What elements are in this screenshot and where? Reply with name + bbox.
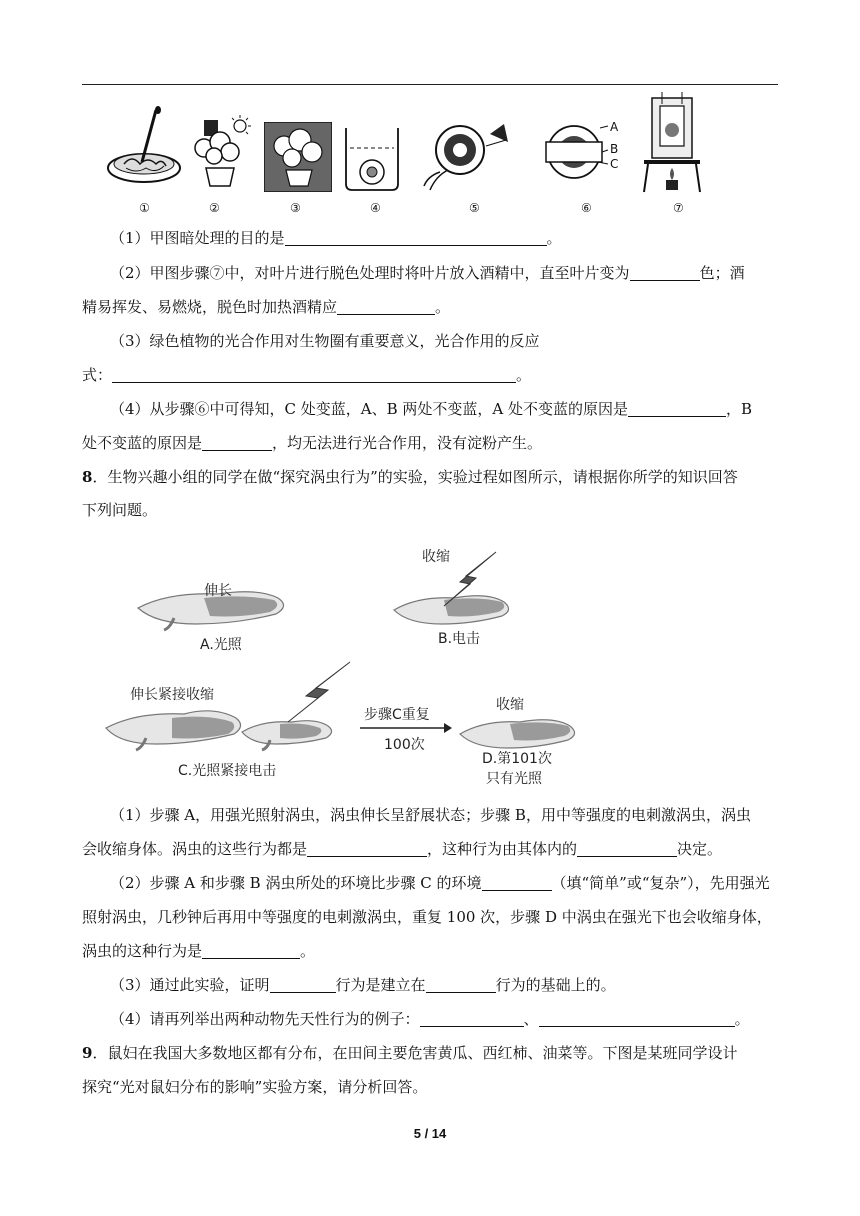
worm-d-bottom-label-2: 只有光照 xyxy=(486,771,542,787)
worm-d-top-label: 收缩 xyxy=(496,697,524,713)
step-label-4: ④ xyxy=(370,201,381,215)
q8-part3: （3）通过此实验，证明 行为是建立在 行为的基础上的。 xyxy=(110,976,616,994)
beaker-leaf-illustration xyxy=(342,126,402,192)
q9-intro-line2: 探究“光对鼠妇分布的影响”实验方案，请分析回答。 xyxy=(82,1078,428,1096)
worm-c-bottom-label: C.光照紧接电击 xyxy=(178,763,277,779)
q7-part1: （1）甲图暗处理的目的是 。 xyxy=(110,229,562,247)
page-number: 5 / 14 xyxy=(413,1126,447,1141)
q8-intro-line2: 下列问题。 xyxy=(82,501,158,519)
lightning-bolt-icon-2 xyxy=(282,660,354,726)
q8-number: 8 xyxy=(82,468,93,486)
q9-intro-line1: 9．鼠妇在我国大多数地区都有分布，在田间主要危害黄瓜、西红柿、油菜等。下图是某班同学设计 xyxy=(82,1044,738,1062)
q7-part3-line2: 式： 。 xyxy=(82,366,532,384)
q8-part2-line2: 照射涡虫，几秒钟后再用中等强度的电刺激涡虫，重复 100 次，步骤 D 中涡虫在强光下也会收缩身体， xyxy=(82,908,772,926)
leaf-abc-illustration xyxy=(538,116,618,186)
step-label-1: ① xyxy=(139,201,150,215)
right-arrow-icon xyxy=(360,722,452,734)
flatworm-figure xyxy=(100,540,580,790)
q7-part4-line2: 处不变蓝的原因是 ，均无法进行光合作用，没有淀粉产生。 xyxy=(82,434,543,452)
q7-part2-line2: 精易挥发、易燃烧，脱色时加热酒精应 。 xyxy=(82,298,451,316)
plant-in-sunlight-illustration xyxy=(190,114,254,188)
q8-part1-line2: 会收缩身体。涡虫的这些行为都是 ，这种行为由其体内的 决定。 xyxy=(82,840,723,858)
worm-b-bottom-label: B.电击 xyxy=(438,631,481,647)
iodine-dropping-illustration xyxy=(420,116,510,192)
q8-part2-line3: 涡虫的这种行为是 。 xyxy=(82,942,316,960)
worm-b-top-label: 收缩 xyxy=(422,549,450,565)
worm-d-bottom-label-1: D.第101次 xyxy=(482,751,552,767)
q7-part4-line1: （4）从步骤⑥中可得知，C 处变蓝，A、B 两处不变蓝，A 处不变蓝的原因是 ，B xyxy=(110,400,753,418)
arrow-top-label: 步骤C重复 xyxy=(364,707,430,723)
q8-part2-line1: （2）步骤 A 和步骤 B 涡虫所处的环境比步骤 C 的环境 （填“简单”或“复杂”），先用强光 xyxy=(110,874,770,892)
experiment-steps-figure xyxy=(100,92,700,216)
water-bath-heating-illustration xyxy=(640,92,704,202)
step-label-3: ③ xyxy=(290,201,301,215)
step-label-2: ② xyxy=(209,201,220,215)
step-label-7: ⑦ xyxy=(673,201,684,215)
q8-part4: （4）请再列举出两种动物先天性行为的例子： 、 。 xyxy=(110,1010,750,1028)
worm-a-top-label: 伸长 xyxy=(204,583,232,599)
step-label-6: ⑥ xyxy=(581,201,592,215)
q8-intro-line1: 8．生物兴趣小组的同学在做“探究涡虫行为”的实验，实验过程如图所示，请根据你所学的知识回答 xyxy=(82,468,738,486)
step-label-5: ⑤ xyxy=(469,201,480,215)
q7-part2-line1: （2）甲图步骤⑦中，对叶片进行脱色处理时将叶片放入酒精中，直至叶片变为 色；酒 xyxy=(110,264,745,282)
header-rule xyxy=(82,84,778,85)
worm-a-bottom-label: A.光照 xyxy=(200,637,242,653)
plant-in-darkness-illustration xyxy=(264,122,332,192)
leaf-mark-a: A xyxy=(610,120,619,134)
leaf-mark-c: C xyxy=(610,157,619,171)
worm-c-top-label: 伸长紧接收缩 xyxy=(130,687,214,703)
arrow-bottom-label: 100次 xyxy=(384,737,425,753)
petri-dish-illustration xyxy=(104,106,184,188)
q7-part3-line1: （3）绿色植物的光合作用对生物圈有重要意义，光合作用的反应 xyxy=(110,332,540,350)
q8-part1-line1: （1）步骤 A，用强光照射涡虫，涡虫伸长呈舒展状态；步骤 B，用中等强度的电刺激涡虫，涡虫 xyxy=(110,806,751,824)
leaf-mark-b: B xyxy=(610,142,619,156)
q9-number: 9 xyxy=(82,1044,93,1062)
